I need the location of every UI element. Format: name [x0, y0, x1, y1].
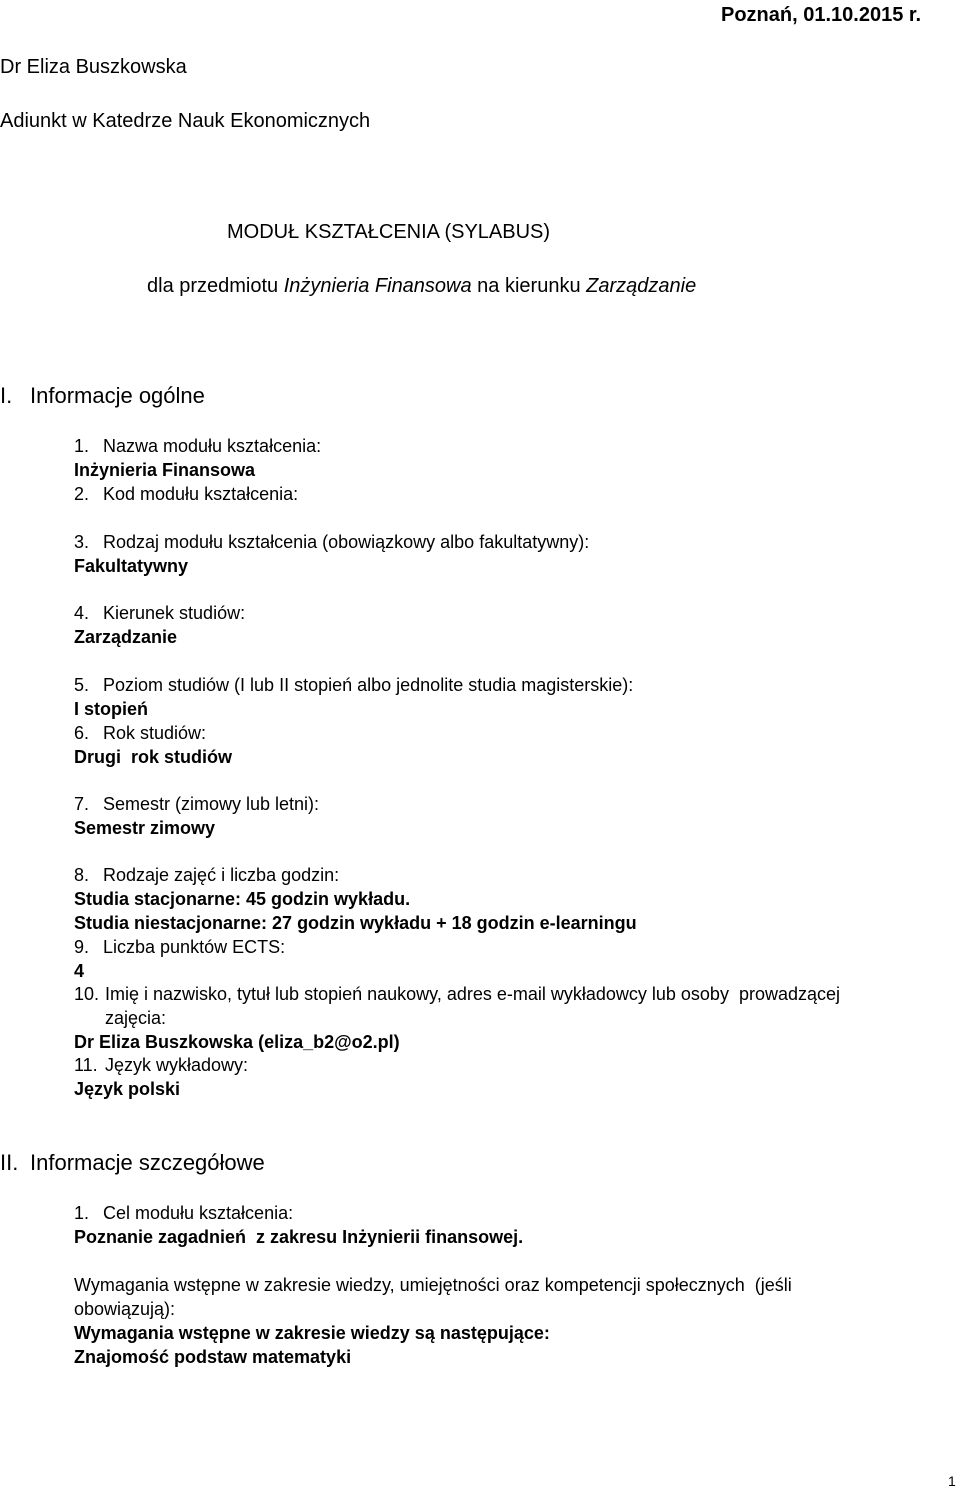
item-5-number: 5. — [74, 675, 90, 695]
item-5-label: Poziom studiów (I lub II stopień albo jednolite studia magisterskie): — [103, 675, 634, 695]
s2-item-1-label: Cel modułu kształcenia: — [103, 1203, 294, 1223]
subtitle-middle: na kierunku — [471, 275, 587, 297]
subject-name: Inżynieria Finansowa — [283, 275, 472, 297]
item-10-value: Dr Eliza Buszkowska (eliza_b2@o2.pl) — [74, 1032, 400, 1052]
prerequisites-label-continued: obowiązują): — [74, 1299, 176, 1319]
item-8-number: 8. — [74, 865, 90, 885]
item-11-number: 11. — [74, 1055, 98, 1075]
field-name: Zarządzanie — [586, 275, 697, 297]
prerequisites-label: Wymagania wstępne w zakresie wiedzy, umiejętności oraz kompetencji społecznych (jeśli — [74, 1275, 792, 1295]
prerequisites-value-continued: Znajomość podstaw matematyki — [74, 1347, 352, 1367]
item-7-number: 7. — [74, 794, 90, 814]
item-3-label: Rodzaj modułu kształcenia (obowiązkowy albo fakultatywny): — [103, 532, 590, 552]
place-date: Poznań, 01.10.2015 r. — [721, 4, 922, 26]
item-9-value: 4 — [74, 961, 85, 981]
item-6-label: Rok studiów: — [103, 723, 207, 743]
section-1-numeral: I. — [0, 383, 13, 408]
s2-item-1-value: Poznanie zagadnień z zakresu Inżynierii finansowej. — [74, 1227, 524, 1247]
item-10-label-continued: zajęcia: — [105, 1008, 167, 1028]
item-8-value-full-time: Studia stacjonarne: 45 godzin wykładu. — [74, 889, 411, 909]
item-3-value: Fakultatywny — [74, 556, 189, 576]
item-6-value: Drugi rok studiów — [74, 747, 233, 767]
author-position: Adiunkt w Katedrze Nauk Ekonomicznych — [0, 110, 371, 132]
subtitle-prefix: dla przedmiotu — [147, 275, 284, 297]
author-name: Dr Eliza Buszkowska — [0, 56, 187, 78]
item-4-value: Zarządzanie — [74, 627, 178, 647]
item-6-number: 6. — [74, 723, 90, 743]
item-1-number: 1. — [74, 436, 90, 456]
item-11-value: Język polski — [74, 1079, 181, 1099]
item-4-label: Kierunek studiów: — [103, 603, 246, 623]
item-10-number: 10. — [74, 984, 100, 1004]
item-5-value: I stopień — [74, 699, 149, 719]
item-7-value: Semestr zimowy — [74, 818, 216, 838]
item-10-label: Imię i nazwisko, tytuł lub stopień naukowy, adres e-mail wykładowcy lub osoby prowadzącej — [105, 984, 841, 1004]
item-7-label: Semestr (zimowy lub letni): — [103, 794, 320, 814]
item-11-label: Język wykładowy: — [105, 1055, 249, 1075]
item-2-number: 2. — [74, 484, 90, 504]
section-2-heading: Informacje szczegółowe — [30, 1150, 265, 1175]
page-number: 1 — [948, 1473, 956, 1489]
item-3-number: 3. — [74, 532, 90, 552]
item-8-label: Rodzaje zajęć i liczba godzin: — [103, 865, 340, 885]
item-9-number: 9. — [74, 937, 90, 957]
prerequisites-value: Wymagania wstępne w zakresie wiedzy są następujące: — [74, 1323, 550, 1343]
document-subtitle — [147, 276, 696, 296]
item-9-label: Liczba punktów ECTS: — [103, 937, 286, 957]
section-2-numeral: II. — [0, 1150, 19, 1175]
document-title: MODUŁ KSZTAŁCENIA (SYLABUS) — [227, 221, 551, 243]
section-1-heading: Informacje ogólne — [30, 383, 205, 408]
item-8-value-part-time: Studia niestacjonarne: 27 godzin wykładu + 18 godzin e-learningu — [74, 913, 637, 933]
item-1-value: Inżynieria Finansowa — [74, 460, 256, 480]
item-1-label: Nazwa modułu kształcenia: — [103, 436, 322, 456]
item-4-number: 4. — [74, 603, 90, 623]
s2-item-1-number: 1. — [74, 1203, 90, 1223]
item-2-label: Kod modułu kształcenia: — [103, 484, 299, 504]
